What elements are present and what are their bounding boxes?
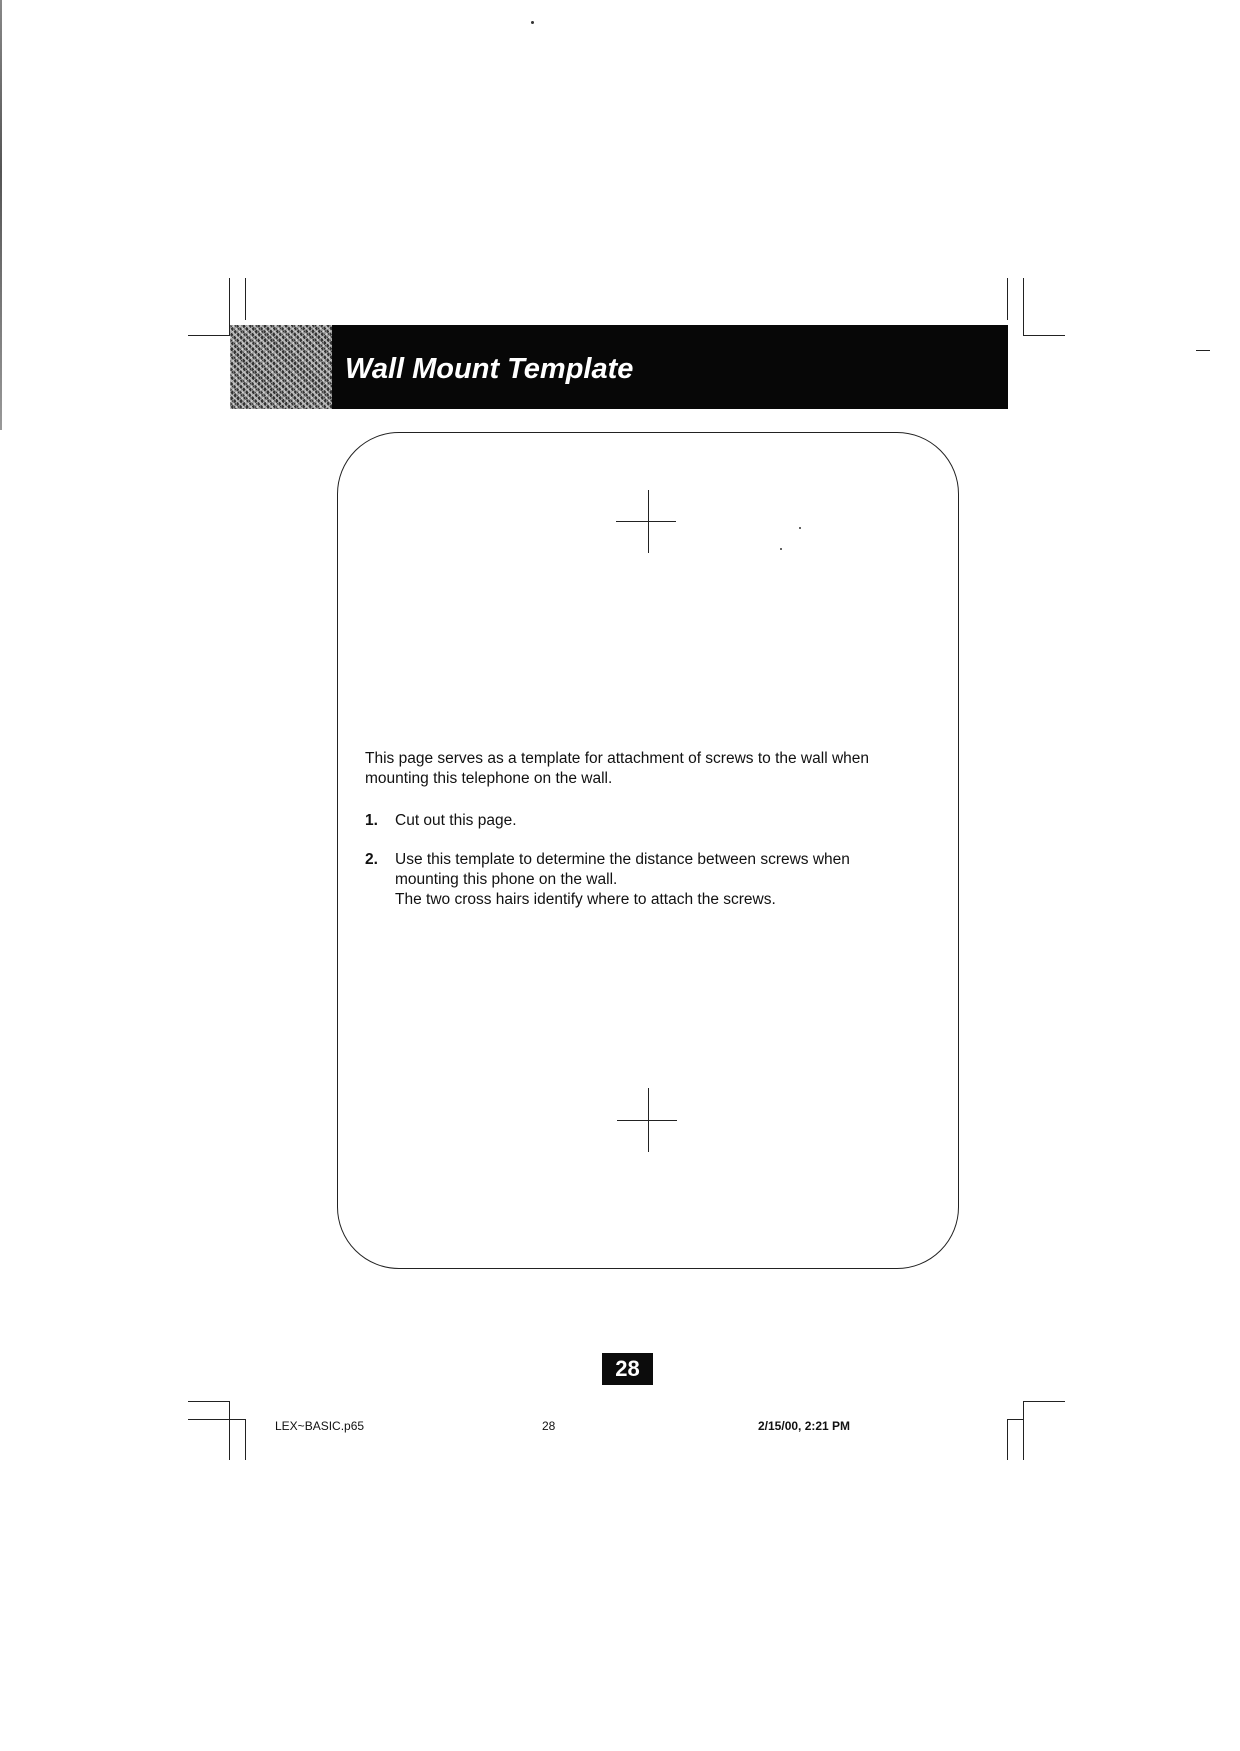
step-number: 1. bbox=[365, 812, 378, 829]
speck bbox=[799, 527, 801, 529]
banner-texture bbox=[230, 325, 332, 409]
speck bbox=[780, 548, 782, 550]
step-text: Use this template to determine the distance between screws when mounting this phone on the wall. bbox=[395, 851, 850, 888]
page-number-badge: 28 bbox=[602, 1353, 653, 1385]
margin-tick bbox=[1196, 350, 1210, 351]
footer-filename: LEX~BASIC.p65 bbox=[275, 1419, 365, 1433]
page-title: Wall Mount Template bbox=[345, 353, 634, 385]
step-text: Cut out this page. bbox=[395, 812, 517, 829]
step-number: 2. bbox=[365, 851, 378, 868]
speck bbox=[531, 21, 534, 24]
footer-page: 28 bbox=[542, 1419, 556, 1433]
step-note: The two cross hairs identify where to attach the screws. bbox=[395, 891, 776, 908]
scan-edge bbox=[0, 0, 2, 430]
header-banner bbox=[230, 325, 1008, 409]
footer-timestamp: 2/15/00, 2:21 PM bbox=[758, 1419, 851, 1433]
intro-text: This page serves as a template for attachment of screws to the wall when mounting this telephone on the wall. bbox=[365, 750, 869, 787]
